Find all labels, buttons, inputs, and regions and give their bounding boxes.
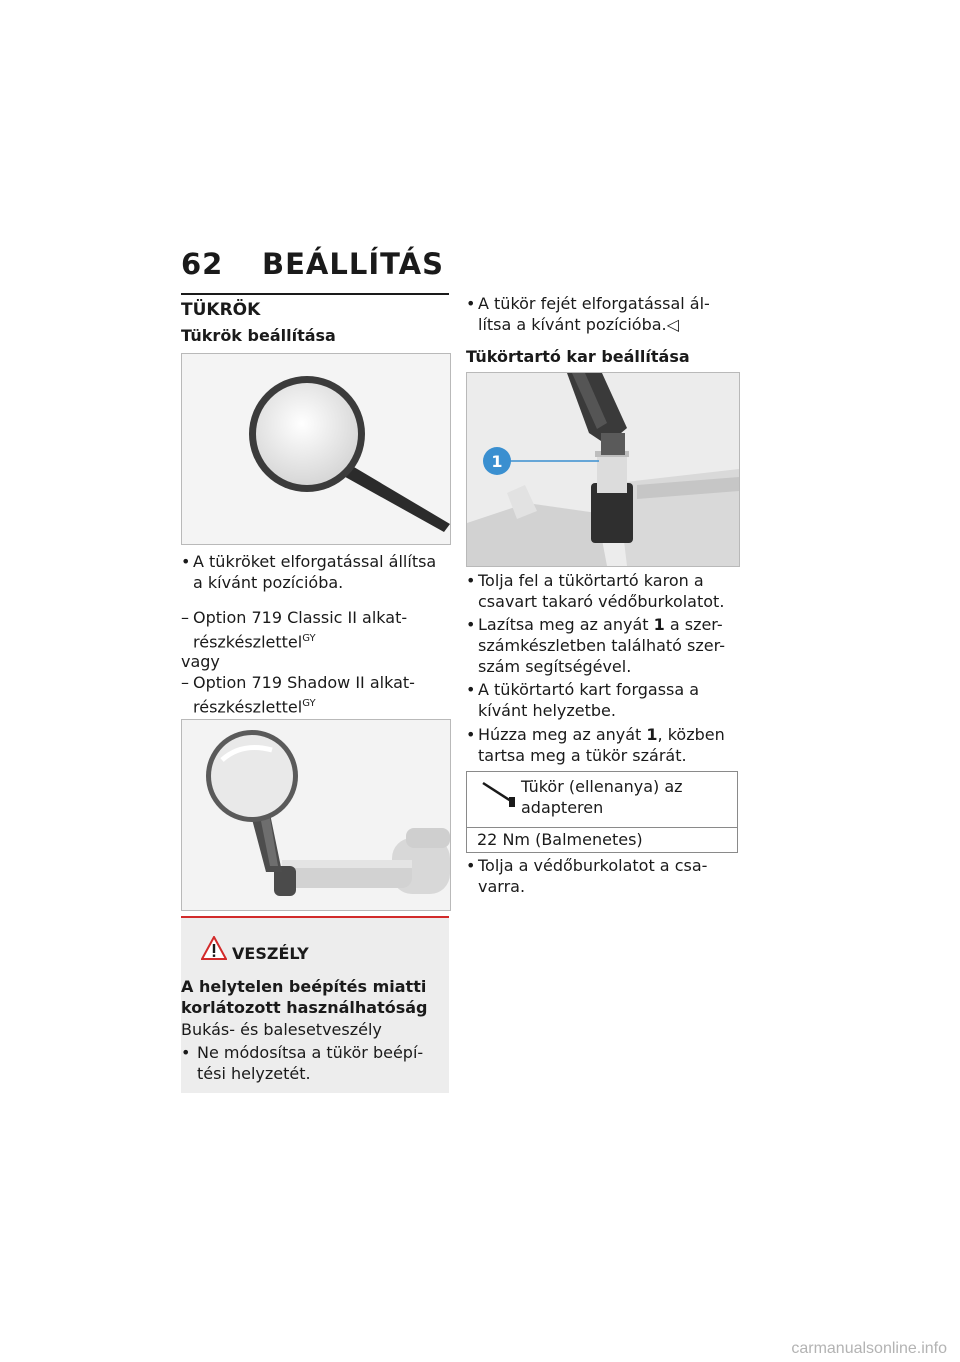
warning-subtitle: Bukás- és balesetveszély xyxy=(181,1020,382,1039)
warning-triangle-icon xyxy=(201,936,227,960)
list-item: • A tükör fejét elforgatással ál- lítsa a kívánt pozícióba.◁ xyxy=(466,294,710,334)
step-5: • Tolja a védőburkolatot a csa- varra. xyxy=(466,856,708,896)
list-item: • A tükröket elforgatással állítsa a kívánt pozícióba. xyxy=(181,552,437,592)
wrench-icon xyxy=(481,779,517,809)
step-2: • Lazítsa meg az anyát 1 a szer- számkészletben található szer- szám segítségével. xyxy=(466,615,725,676)
chapter-title: BEÁLLÍTÁS xyxy=(262,247,444,281)
warning-title: A helytelen beépítés miatti korlátozott használhatóság xyxy=(181,977,428,1017)
equipment-superscript: GY xyxy=(302,698,316,709)
option-shadow: – Option 719 Shadow II alkat- részkészlettel$^{GY}$ xyxy=(181,673,415,717)
torque-divider xyxy=(467,827,737,828)
or-text: vagy xyxy=(181,652,220,671)
watermark: carmanualsonline.info xyxy=(791,1340,947,1357)
page-number: 62 xyxy=(181,247,224,281)
round-mirror-illustration xyxy=(182,354,450,544)
step-3: • A tükörtartó kart forgassa a kívánt helyzetbe. xyxy=(466,680,700,720)
option-classic: – Option 719 Classic II alkat- részkészlettel$^{GY}$ xyxy=(181,608,408,652)
subsection-title-mirrors: Tükrök beállítása xyxy=(181,326,336,345)
section-title: TÜKRÖK xyxy=(181,300,261,320)
figure-bar-end-mirror xyxy=(181,719,451,911)
callout-1: 1 xyxy=(491,452,503,471)
subsection-title-arm: Tükörtartó kar beállítása xyxy=(466,347,690,366)
warning-label: VESZÉLY xyxy=(232,944,309,963)
mirror-arm-illustration xyxy=(467,373,739,566)
figure-mirror-arm xyxy=(466,372,740,567)
warning-box xyxy=(181,916,449,1093)
torque-description: Tükör (ellenanya) az adapteren xyxy=(521,777,683,817)
equipment-superscript: GY xyxy=(302,633,316,644)
step-1: • Tolja fel a tükörtartó karon a csavart takaró védőburkolatot. xyxy=(466,571,725,611)
bar-end-mirror-illustration xyxy=(182,720,450,910)
section-rule xyxy=(181,293,449,295)
step-4: • Húzza meg az anyát 1, közben tartsa meg a tükör szárát. xyxy=(466,725,725,765)
warning-item: • Ne módosítsa a tükör beépí- tési helyzetét. xyxy=(181,1043,424,1083)
bullet-mark: • xyxy=(181,552,191,571)
torque-value: 22 Nm (Balmenetes) xyxy=(477,830,643,849)
end-mark: ◁ xyxy=(666,315,679,334)
torque-spec-box xyxy=(466,771,738,853)
figure-round-mirror xyxy=(181,353,451,545)
